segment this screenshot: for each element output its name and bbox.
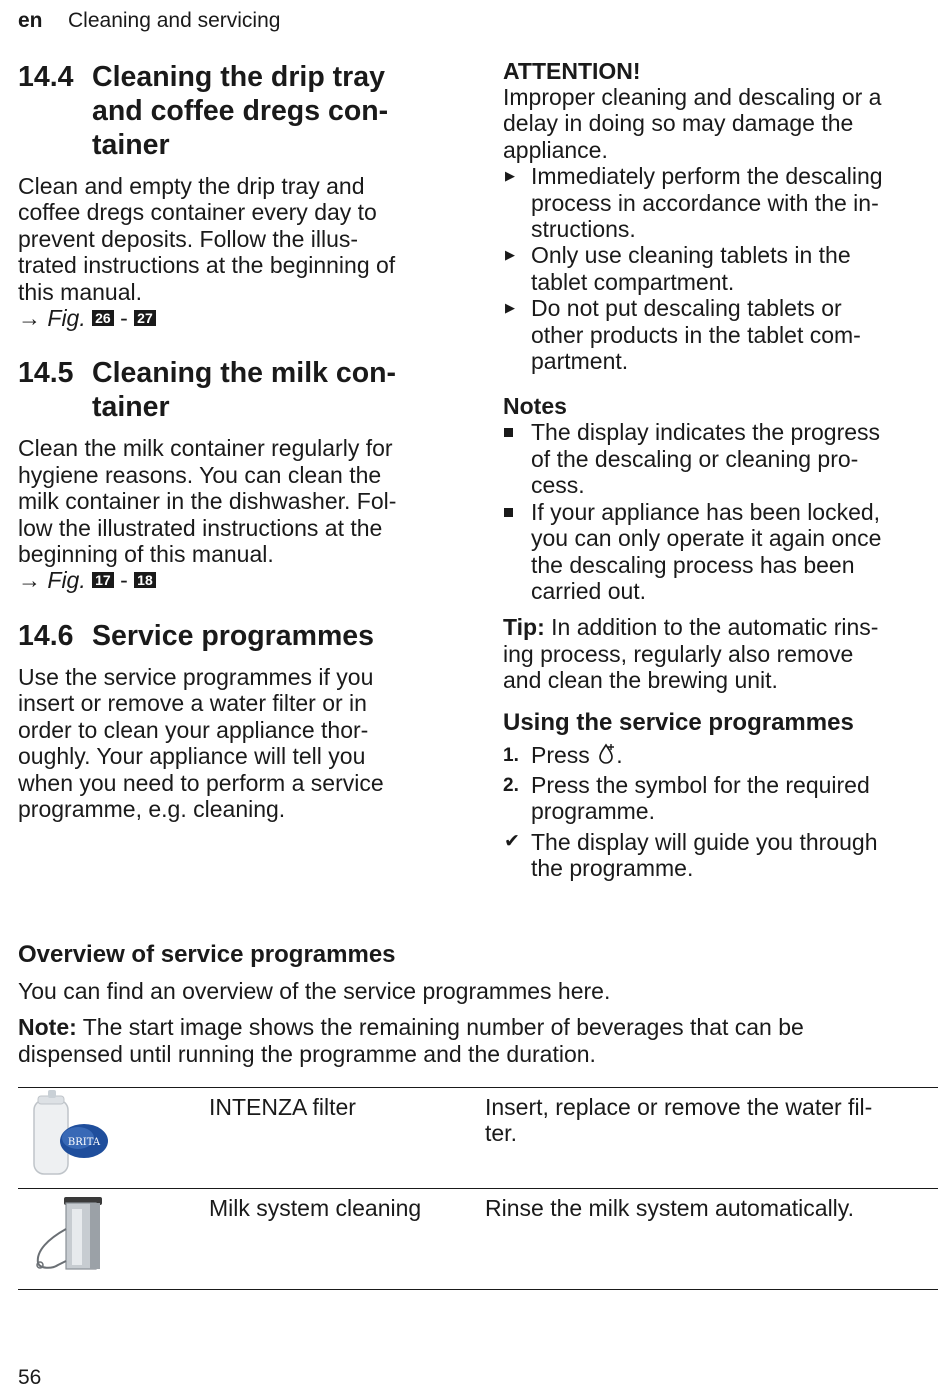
language-code: en [18, 9, 43, 32]
result-item: ✔ The display will guide you through the programme. [504, 828, 878, 882]
using-service-heading: Using the service programmes [503, 708, 854, 736]
table-row [18, 1088, 938, 1189]
figure-badge: 27 [134, 310, 156, 326]
step-item: 1. Press . [503, 741, 623, 768]
heading-line: Cleaning the drip tray [92, 61, 385, 93]
tip-paragraph: Tip: In addition to the automatic rins- ing process, regularly also remove and clean the brewing unit. [503, 614, 879, 694]
table-row [18, 1189, 938, 1290]
overview-note: Note: The start image shows the remaining number of beverages that can be dispensed until running the programme and the duration. [18, 1014, 804, 1067]
list-item: ▶ Do not put descaling tablets or other products in the tablet com- partment. [505, 295, 861, 375]
section-14-4-heading: 14.4 Cleaning the drip tray and coffee dregs con- tainer [18, 61, 389, 161]
checkmark-icon: ✔ [504, 830, 520, 852]
table-cell-image [18, 1189, 209, 1290]
figure-badge: 26 [92, 310, 114, 326]
programme-description: Rinse the milk system automatically. [485, 1195, 854, 1221]
service-programmes-table [18, 1087, 938, 1290]
triangle-bullet-icon: ▶ [505, 168, 515, 184]
section-14-6-body: Use the service programmes if you insert or remove a water filter or in order to clean your appliance thor- oughly. Your appliance will tell you when you need to perform a service programme, e.g. cleaning. [18, 663, 384, 822]
triangle-bullet-icon: ▶ [505, 247, 515, 263]
list-item: ▶ Immediately perform the descaling process in accordance with the in- structions. [505, 163, 883, 243]
attention-label: ATTENTION! [503, 58, 641, 84]
arrow-right-icon: → [18, 567, 41, 594]
section-14-4-body: Clean and empty the drip tray and coffee dregs container every day to prevent deposits. Follow the illus- trated instructions at the beginning of this manual. [18, 173, 396, 305]
list-item: ▶ Only use cleaning tablets in the tablet compartment. [505, 242, 851, 295]
programme-name: INTENZA filter [209, 1094, 356, 1120]
right-column [503, 58, 943, 882]
heading-line: tainer [92, 129, 170, 161]
heading-line: and coffee dregs con- [92, 95, 389, 127]
figure-reference[interactable]: → Fig. 17 - 18 [18, 567, 458, 593]
heading-line: tainer [92, 391, 170, 424]
overview-intro: You can find an overview of the service programmes here. [18, 978, 611, 1004]
square-bullet-icon [504, 508, 513, 517]
programme-name: Milk system cleaning [209, 1195, 422, 1221]
figure-badge: 18 [134, 572, 156, 588]
heading-line: Cleaning the milk con- [92, 357, 397, 390]
left-column [18, 60, 458, 822]
section-14-6-heading: 14.6 Service programmes [18, 619, 374, 652]
svg-text:BRITA: BRITA [67, 1137, 101, 1148]
water-filter-image [18, 1088, 209, 1182]
overview-section [18, 940, 938, 1067]
notes-label: Notes [503, 393, 567, 420]
attention-list [503, 163, 943, 374]
arrow-right-icon: → [18, 305, 41, 332]
cleaning-symbol-icon [596, 742, 616, 766]
notes-list [503, 419, 943, 604]
figure-badge: 17 [92, 572, 114, 588]
section-14-5-heading: 14.5 Cleaning the milk con- tainer [18, 357, 397, 424]
figure-reference[interactable]: → Fig. 26 - 27 [18, 305, 458, 331]
section-14-5-body: Clean the milk container regularly for hygiene reasons. You can clean the milk container in the dishwasher. Fol- low the illustrated instructions at the beginning of this manual. [18, 435, 397, 568]
triangle-bullet-icon: ▶ [505, 300, 515, 316]
using-steps [503, 742, 943, 882]
running-header: Cleaning and servicing [68, 9, 281, 32]
milk-tube-image [18, 1189, 209, 1283]
list-item: The display indicates the progress of the descaling or cleaning pro- cess. [503, 419, 943, 498]
table-cell-image [18, 1088, 209, 1189]
overview-heading: Overview of service programmes [18, 941, 396, 968]
page-number: 56 [18, 1366, 42, 1389]
square-bullet-icon [504, 428, 513, 437]
attention-body: Improper cleaning and descaling or a delay in doing so may damage the appliance. [503, 84, 882, 163]
step-item: 2. Press the symbol for the required programme. [503, 771, 870, 825]
list-item: If your appliance has been locked, you can only operate it again once the descaling process has been carried out. [503, 499, 943, 605]
programme-description: Insert, replace or remove the water fil- ter. [485, 1094, 873, 1147]
